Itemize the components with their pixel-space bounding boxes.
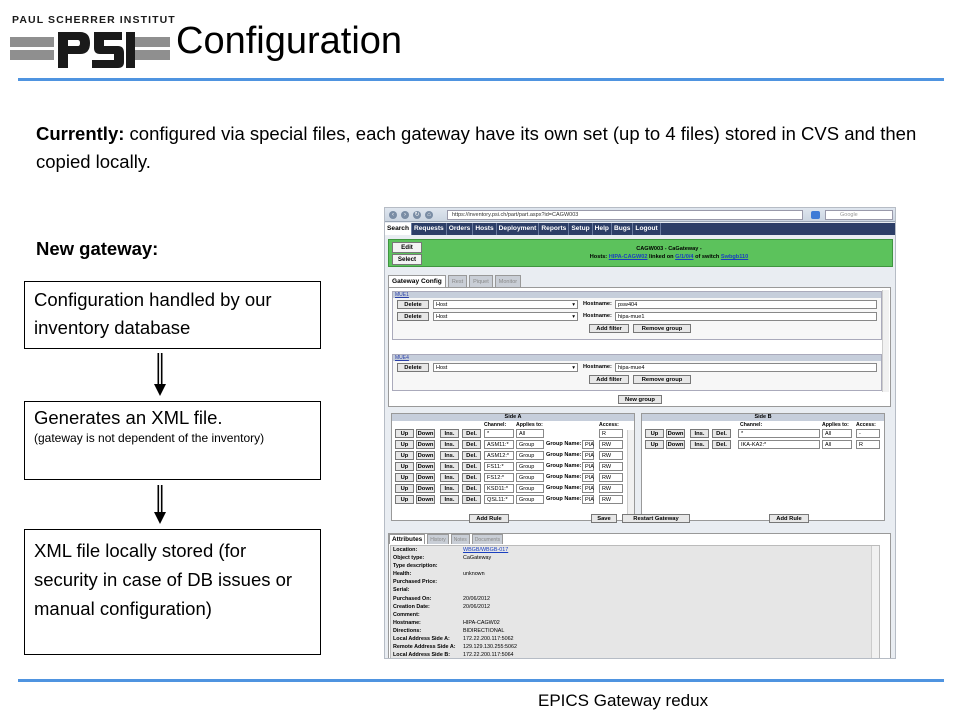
attribute-key: Health:: [393, 571, 412, 578]
insert-button[interactable]: Ins.: [440, 462, 459, 471]
up-button[interactable]: Up: [645, 440, 664, 449]
down-button[interactable]: Down: [417, 475, 434, 481]
menu-hosts[interactable]: Hosts: [473, 223, 496, 235]
intro-paragraph: [36, 120, 936, 176]
down-button[interactable]: Down: [417, 431, 434, 437]
hostname-label: Hostname:: [583, 301, 612, 307]
delete-rule-button[interactable]: Del.: [462, 429, 481, 438]
rule-row: [642, 440, 884, 451]
channel-field[interactable]: ASM12:*: [484, 451, 514, 460]
attribute-value: 20/06/2012: [463, 595, 490, 602]
app-menu-bar: [385, 223, 896, 235]
search-engine-icon: [811, 211, 820, 219]
applies-select[interactable]: Group: [516, 473, 544, 482]
down-arrow-icon: [153, 353, 167, 397]
hostname-label: Hostname:: [583, 364, 612, 370]
insert-button[interactable]: Ins.: [440, 484, 459, 493]
group-name-label: Group Name:: [546, 496, 582, 502]
hostname-field[interactable]: psw404: [615, 300, 877, 309]
attribute-row: [391, 635, 879, 643]
footer-divider: [18, 679, 944, 682]
intro-lead: Currently:: [36, 123, 125, 144]
tab-attributes[interactable]: Attributes: [389, 534, 425, 544]
title-divider: [18, 78, 944, 81]
attribute-key: Purchased On:: [393, 595, 432, 602]
delete-rule-button[interactable]: Del.: [462, 484, 481, 493]
attribute-value: 20/06/2012: [463, 603, 490, 610]
up-button[interactable]: Up: [395, 484, 414, 493]
attribute-value: CaGateway: [463, 555, 492, 562]
save-button[interactable]: Save: [591, 514, 617, 523]
down-arrow-icon: [153, 485, 167, 525]
group-name-label: Group Name:: [546, 485, 582, 491]
side-a-rows: [392, 429, 634, 506]
access-rules: [388, 413, 891, 525]
chevron-down-icon: ▾: [572, 314, 575, 320]
menu-orders[interactable]: Orders: [447, 223, 474, 235]
home-icon[interactable]: ⌂: [425, 211, 433, 219]
down-button[interactable]: Down: [417, 497, 434, 503]
menu-bugs[interactable]: Bugs: [612, 223, 633, 235]
group-actions: [393, 375, 881, 385]
down-button[interactable]: Down: [417, 442, 434, 448]
col-channel: Channel:: [484, 422, 507, 428]
switch-label: of switch: [693, 254, 721, 260]
down-button[interactable]: Down: [417, 486, 434, 492]
filter-row: [393, 312, 881, 322]
filter-type-value: Host: [436, 302, 448, 308]
filter-group: [392, 354, 882, 391]
side-a-title: Side A: [392, 414, 634, 421]
attribute-rows: [391, 546, 879, 659]
remove-group-button[interactable]: Remove group: [633, 375, 691, 384]
attribute-key: Directions:: [393, 627, 422, 634]
delete-rule-button[interactable]: Del.: [712, 429, 731, 438]
attribute-row: [391, 651, 879, 659]
attribute-value: unknown: [463, 571, 485, 578]
group-name-field[interactable]: PIA: [582, 440, 594, 449]
attribute-row: [391, 603, 879, 611]
host-link[interactable]: HIPA-CAGW02: [608, 254, 648, 260]
attribute-key: Comment:: [393, 611, 420, 618]
filter-type-select[interactable]: [433, 312, 578, 321]
channel-field[interactable]: FS11:*: [484, 462, 514, 471]
attribute-value: 172.22.200.117:5064: [463, 652, 514, 659]
attribute-key: Hostname:: [393, 619, 421, 626]
delete-rule-button[interactable]: Del.: [462, 473, 481, 482]
group-name-label: Group Name:: [546, 452, 582, 458]
back-icon[interactable]: ‹: [389, 211, 397, 219]
menu-deployment[interactable]: Deployment: [497, 223, 540, 235]
delete-button[interactable]: Delete: [397, 312, 429, 321]
object-title: [539, 245, 799, 261]
forward-icon[interactable]: ›: [401, 211, 409, 219]
applies-select[interactable]: Group: [516, 495, 544, 504]
applies-select[interactable]: Group: [516, 440, 544, 449]
col-access: Access:: [599, 422, 619, 428]
up-button[interactable]: Up: [395, 462, 414, 471]
rule-row: [392, 440, 634, 451]
rule-row: [392, 429, 634, 440]
object-title-line1: CAGW003 - CaGateway -: [636, 246, 702, 252]
attribute-key: Remote Address Side A:: [393, 644, 456, 651]
browser-search-input[interactable]: Google: [825, 210, 893, 220]
attribute-key: Purchased Price:: [393, 579, 438, 586]
flow-box-inventory-text: Configuration handled by our inventory database: [34, 289, 272, 338]
channel-field[interactable]: *: [484, 429, 514, 438]
delete-button[interactable]: Delete: [397, 363, 429, 372]
side-a-columns: [392, 421, 634, 429]
up-button[interactable]: Up: [395, 451, 414, 460]
access-select[interactable]: R: [856, 440, 880, 449]
menu-logout[interactable]: Logout: [633, 223, 660, 235]
attribute-value: BIDIRECTIONAL: [463, 627, 505, 634]
filter-row: [393, 363, 881, 373]
access-select[interactable]: RW: [599, 495, 623, 504]
attribute-value: 129.129.130.255:5062: [463, 644, 517, 651]
attribute-tabs: [389, 534, 890, 544]
add-filter-button[interactable]: Add filter: [589, 324, 629, 333]
attribute-row: [391, 578, 879, 586]
rule-row: [392, 495, 634, 506]
access-select[interactable]: RW: [599, 440, 623, 449]
attribute-row: [391, 595, 879, 603]
config-scrollbar[interactable]: [882, 290, 889, 392]
applies-select[interactable]: Group: [516, 451, 544, 460]
intro-text: configured via special files, each gateway have its own set (up to 4 files) stored in CVS and then copied locally.: [36, 123, 917, 172]
menu-setup[interactable]: Setup: [569, 223, 592, 235]
remove-group-button[interactable]: Remove group: [633, 324, 691, 333]
applies-select[interactable]: All: [822, 429, 852, 438]
add-filter-button[interactable]: Add filter: [589, 375, 629, 384]
access-select[interactable]: RW: [599, 473, 623, 482]
flow-box-inventory: [24, 281, 321, 349]
attribute-row: [391, 611, 879, 619]
down-button[interactable]: Down: [417, 464, 434, 470]
applies-select[interactable]: All: [516, 429, 544, 438]
access-select[interactable]: -: [856, 429, 880, 438]
col-applies: Applies to:: [822, 422, 849, 428]
up-button[interactable]: Up: [395, 440, 414, 449]
down-button[interactable]: Down: [417, 453, 434, 459]
psi-logo: [10, 12, 175, 72]
applies-select[interactable]: Group: [516, 484, 544, 493]
menu-reports[interactable]: Reports: [539, 223, 569, 235]
chevron-down-icon: ▾: [572, 302, 575, 308]
filter-type-value: Host: [436, 314, 448, 320]
slide-title: Configuration: [176, 20, 403, 62]
channel-field[interactable]: *: [738, 429, 820, 438]
delete-rule-button[interactable]: Del.: [462, 495, 481, 504]
group-name-label: Group Name:: [546, 463, 582, 469]
group-name-field[interactable]: PIA: [582, 462, 594, 471]
attribute-value[interactable]: WBGB/WBGB-017: [463, 547, 509, 553]
attribute-value: HIPA-CAGW02: [463, 619, 500, 626]
menu-search[interactable]: Search: [385, 223, 412, 235]
rule-row: [392, 473, 634, 484]
hostname-label: Hostname:: [583, 313, 612, 319]
attribute-list: [390, 545, 880, 659]
insert-button[interactable]: Ins.: [690, 440, 709, 449]
down-button[interactable]: Down: [667, 442, 684, 448]
restart-gateway-button[interactable]: Restart Gateway: [622, 514, 690, 523]
attribute-value: 172.22.200.117:5062: [463, 636, 514, 643]
insert-button[interactable]: Ins.: [440, 473, 459, 482]
applies-select[interactable]: Group: [516, 462, 544, 471]
side-b-panel: [641, 413, 885, 521]
delete-rule-button[interactable]: Del.: [712, 440, 731, 449]
attribute-row: [391, 586, 879, 594]
flow-box-local-text: XML file locally stored (for security in case of DB issues or manual configuration): [34, 540, 293, 619]
rule-row: [392, 484, 634, 495]
hosts-label: Hosts:: [589, 254, 609, 260]
flow-box-xml-text: Generates an XML file.: [34, 407, 223, 428]
tab-monitor[interactable]: Monitor: [495, 275, 521, 287]
attribute-key: Creation Date:: [393, 603, 430, 610]
up-button[interactable]: Up: [645, 429, 664, 438]
menu-requests[interactable]: Requests: [412, 223, 447, 235]
col-access: Access:: [856, 422, 876, 428]
psi-logo-mark-icon: [10, 26, 170, 72]
group-name-field[interactable]: PIA: [582, 473, 594, 482]
access-select[interactable]: RW: [599, 484, 623, 493]
up-button[interactable]: Up: [395, 429, 414, 438]
add-rule-side-a-button[interactable]: Add Rule: [469, 514, 509, 523]
side-b-rows: [642, 429, 884, 451]
attribute-row: [391, 643, 879, 651]
filter-type-select[interactable]: [433, 300, 578, 309]
port-link[interactable]: G/1/0/4: [675, 254, 694, 260]
edit-button[interactable]: Edit: [392, 242, 422, 253]
delete-button[interactable]: Delete: [397, 300, 429, 309]
insert-button[interactable]: Ins.: [690, 429, 709, 438]
group-actions: [393, 324, 881, 334]
new-group-button[interactable]: New group: [618, 395, 662, 404]
switch-link[interactable]: Swbgb110: [720, 254, 749, 260]
config-tabs: [388, 275, 523, 287]
attribute-row: [391, 554, 879, 562]
browser-toolbar: [385, 208, 896, 222]
attribute-key: Location:: [393, 547, 418, 553]
tab-gateway-config[interactable]: Gateway Config: [388, 275, 446, 287]
attributes-panel: [388, 533, 891, 659]
slide-footer: EPICS Gateway redux: [538, 691, 709, 710]
attribute-row: [391, 562, 879, 570]
tab-piquet[interactable]: Piquet: [469, 275, 493, 287]
side-a-panel: [391, 413, 635, 521]
attribute-row: [391, 619, 879, 627]
linked-on-text: linked on: [647, 254, 676, 260]
attribute-key: Serial:: [393, 587, 410, 594]
select-button[interactable]: Select: [392, 254, 422, 265]
delete-rule-button[interactable]: Del.: [462, 462, 481, 471]
channel-field[interactable]: ASM11:*: [484, 440, 514, 449]
col-channel: Channel:: [740, 422, 763, 428]
hostname-field[interactable]: hipa-mue1: [615, 312, 877, 321]
add-rule-side-b-button[interactable]: Add Rule: [769, 514, 809, 523]
delete-rule-button[interactable]: Del.: [462, 451, 481, 460]
new-gateway-heading: New gateway:: [36, 238, 159, 259]
channel-field[interactable]: QSL11:*: [484, 495, 514, 504]
group-name-field[interactable]: PIA: [582, 451, 594, 460]
object-title-line2: [539, 253, 799, 261]
menu-help[interactable]: Help: [593, 223, 612, 235]
side-b-title: Side B: [642, 414, 884, 421]
address-bar[interactable]: https://inventory.psi.ch/part/part.aspx?id=CAGW003: [447, 210, 803, 220]
tab-history[interactable]: History: [427, 534, 449, 544]
applies-select[interactable]: All: [822, 440, 852, 449]
attribute-row: [391, 627, 879, 635]
rule-row: [642, 429, 884, 440]
group-name-label: Group Name:: [546, 474, 582, 480]
rule-row: [392, 451, 634, 462]
attribute-key: Local Address Side A:: [393, 636, 450, 643]
group-name-field[interactable]: PIA: [582, 495, 594, 504]
insert-button[interactable]: Ins.: [440, 429, 459, 438]
insert-button[interactable]: Ins.: [440, 440, 459, 449]
attribute-key: Object type:: [393, 555, 425, 562]
flow-box-local: [24, 529, 321, 655]
reload-icon[interactable]: ↻: [414, 212, 420, 218]
hostname-field[interactable]: hipa-mue4: [615, 363, 877, 372]
flow-box-xml-note: (gateway is not dependent of the inventory): [34, 431, 265, 445]
channel-field[interactable]: KSD11:*: [484, 484, 514, 493]
filter-type-select[interactable]: [433, 363, 578, 372]
rule-row: [392, 462, 634, 473]
object-header: [388, 239, 893, 267]
channel-field[interactable]: FS12:*: [484, 473, 514, 482]
flow-box-xml: [24, 401, 321, 480]
tab-rest[interactable]: Rest: [448, 275, 467, 287]
chevron-down-icon: ▾: [572, 365, 575, 371]
side-b-columns: [642, 421, 884, 429]
filter-row: [393, 300, 881, 310]
tab-notes[interactable]: Notes: [451, 534, 470, 544]
inventory-screenshot: [384, 207, 896, 659]
group-name-link[interactable]: MUE1: [393, 292, 881, 298]
group-name-link[interactable]: MUE4: [393, 355, 881, 361]
attribute-row: [391, 570, 879, 578]
group-name-field[interactable]: PIA: [582, 484, 594, 493]
insert-button[interactable]: Ins.: [440, 451, 459, 460]
access-select[interactable]: RW: [599, 462, 623, 471]
col-applies: Applies to:: [516, 422, 543, 428]
group-name-label: Group Name:: [546, 441, 582, 447]
access-select[interactable]: RW: [599, 451, 623, 460]
up-button[interactable]: Up: [395, 473, 414, 482]
channel-field[interactable]: IKA-KA2:*: [738, 440, 820, 449]
tab-documents[interactable]: Documents: [472, 534, 503, 544]
gateway-config-panel: [388, 287, 891, 407]
logo-institute-name: PAUL SCHERRER INSTITUT: [12, 14, 176, 26]
attribute-key: Local Address Side B:: [393, 652, 451, 659]
delete-rule-button[interactable]: Del.: [462, 440, 481, 449]
filter-group: [392, 291, 882, 340]
attribute-key: Type description:: [393, 563, 438, 570]
filter-type-value: Host: [436, 365, 448, 371]
down-button[interactable]: Down: [667, 431, 684, 437]
up-button[interactable]: Up: [395, 495, 414, 504]
access-select[interactable]: R: [599, 429, 623, 438]
attribute-row: [391, 546, 879, 554]
insert-button[interactable]: Ins.: [440, 495, 459, 504]
